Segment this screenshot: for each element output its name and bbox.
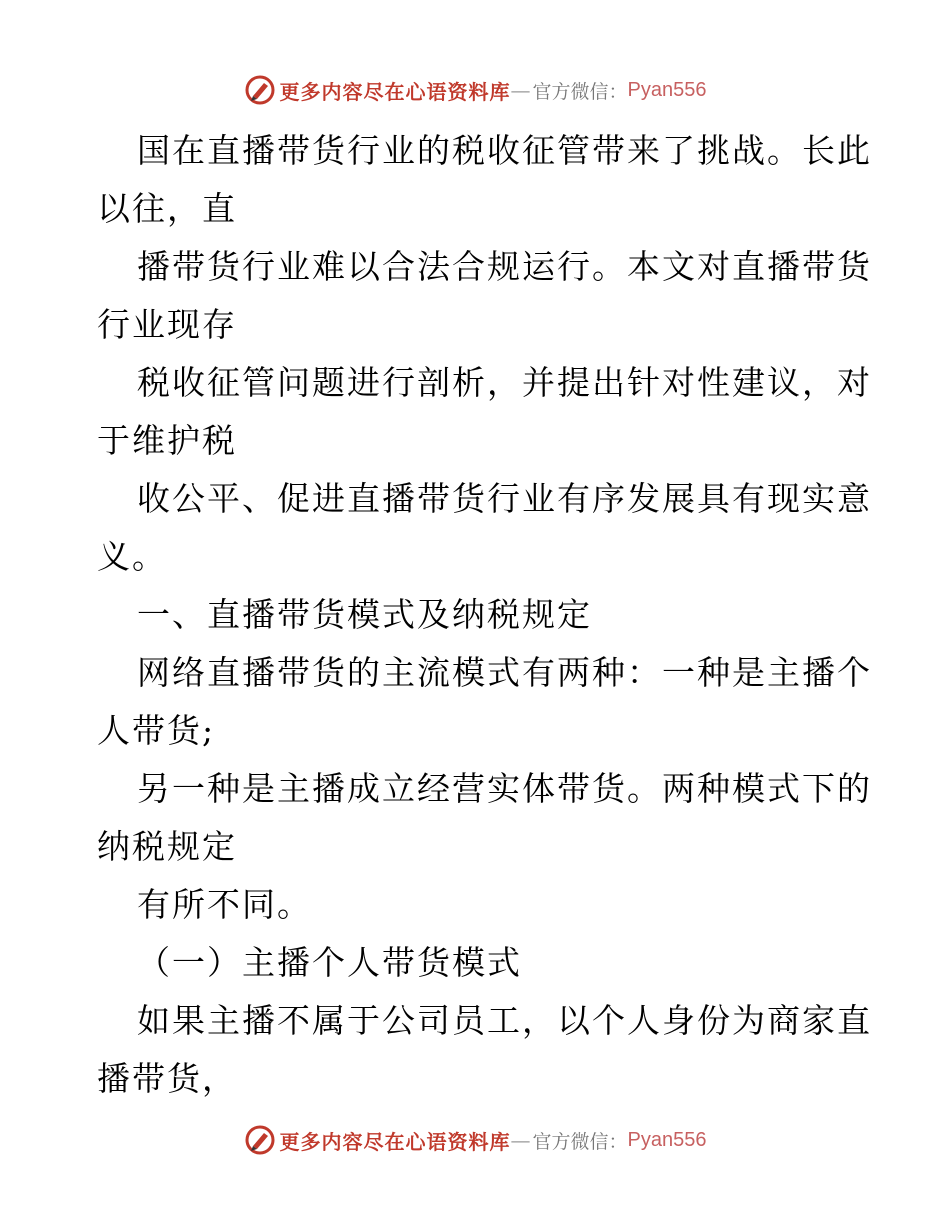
text-line: 如果主播不属于公司员工，以个人身份为商家直 <box>137 1001 872 1040</box>
text-line: 以往，直 <box>97 189 237 228</box>
text-line: 义。 <box>97 537 167 576</box>
text-line: 网络直播带货的主流模式有两种：一种是主播个 <box>137 653 872 692</box>
header-watermark <box>0 70 950 110</box>
text-line: 于维护税 <box>97 421 237 460</box>
text-line: 人带货; <box>97 711 216 750</box>
document-body <box>97 122 872 1108</box>
watermark-brand: 更多内容尽在心语资料库 <box>279 79 511 104</box>
text-line: 播带货， <box>97 1059 237 1098</box>
pen-logo-icon <box>244 1124 276 1156</box>
pen-logo-icon <box>244 74 276 106</box>
watermark-wechat-label: 官方微信： <box>532 80 628 103</box>
text-line: 纳税规定 <box>97 827 237 866</box>
text-line: 税收征管问题进行剖析，并提出针对性建议，对 <box>137 363 872 402</box>
text-line: 行业现存 <box>97 305 237 344</box>
footer-watermark <box>0 1120 950 1160</box>
watermark-wechat-id: Pyan556 <box>627 1128 707 1151</box>
text-line: 国在直播带货行业的税收征管带来了挑战。长此 <box>137 131 872 170</box>
text-line: 收公平、促进直播带货行业有序发展具有现实意 <box>137 479 872 518</box>
watermark-dash: — <box>510 78 531 102</box>
text-line: 另一种是主播成立经营实体带货。两种模式下的 <box>137 769 872 808</box>
text-line: （一）主播个人带货模式 <box>137 943 522 982</box>
watermark-wechat-id: Pyan556 <box>627 78 707 101</box>
text-line: 播带货行业难以合法合规运行。本文对直播带货 <box>137 247 872 286</box>
watermark-brand: 更多内容尽在心语资料库 <box>279 1129 511 1154</box>
text-line: 一、直播带货模式及纳税规定 <box>137 595 592 634</box>
watermark-wechat-label: 官方微信： <box>532 1130 628 1153</box>
text-line: 有所不同。 <box>137 885 312 924</box>
watermark-dash: — <box>510 1128 531 1152</box>
